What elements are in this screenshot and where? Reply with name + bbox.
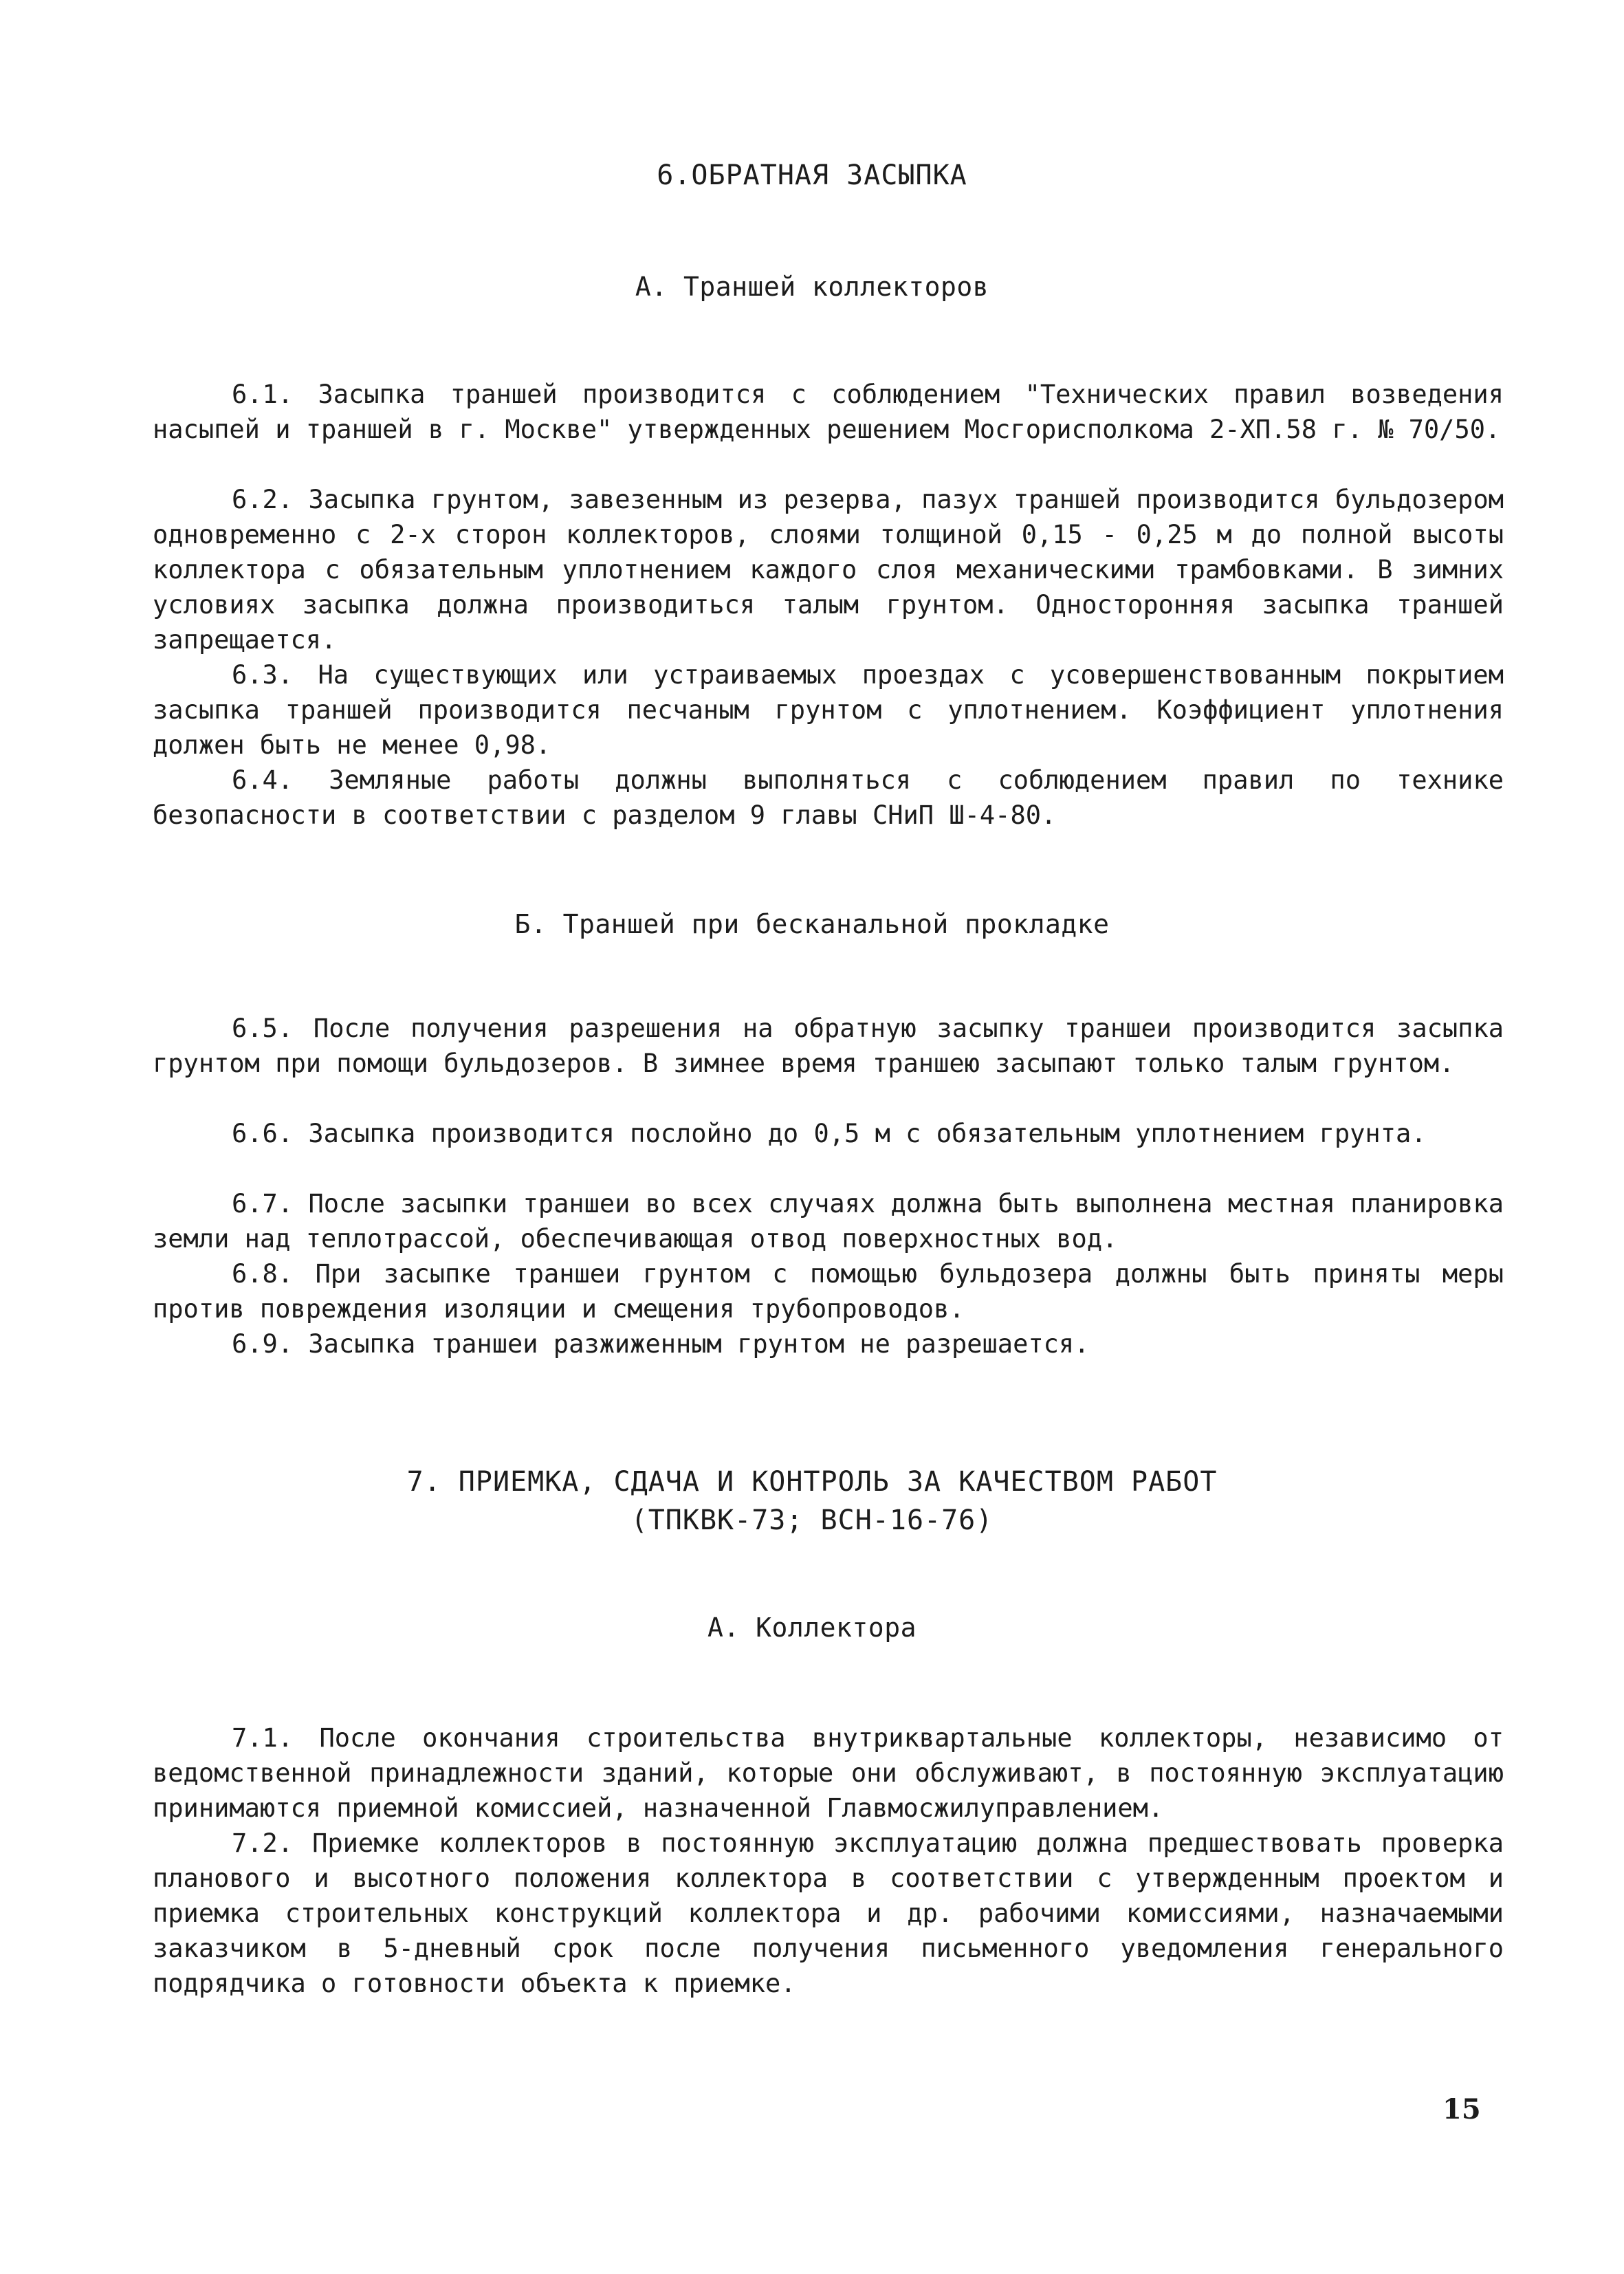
paragraph-6-7: 6.7. После засыпки траншеи во всех случаях должна быть выполнена местная планировка земли над теплотрассой, обеспечивающая отвод поверхностных вод.: [153, 1189, 1504, 1254]
paragraph-7-1: 7.1. После окончания строительства внутриквартальные коллекторы, независимо от ведомственной принадлежности зданий, которые они обслуживают, в постоянную эксплуатацию принимаются приемной комиссией, назначенной Главмосжилуправлением.: [153, 1723, 1504, 1823]
paragraph-6-3: 6.3. На существующих или устраиваемых проездах с усовершенствованным покрытием засыпка траншей производится песчаным грунтом с уплотнением. Коэффициент уплотнения должен быть не менее 0,98.: [153, 660, 1504, 760]
section-7-title-codes: (ТПКВК-73; ВСН-16-76): [630, 1505, 994, 1536]
paragraph-6-5: 6.5. После получения разрешения на обратную засыпку траншеи производится засыпка грунтом при помощи бульдозеров. В зимнее время траншею засыпают только талым грунтом.: [153, 1014, 1504, 1078]
paragraph-6-4: 6.4. Земляные работы должны выполняться с соблюдением правил по технике безопасности в соответствии с разделом 9 главы СНиП Ш-4-80.: [153, 765, 1504, 830]
section-7-title: 7. ПРИЕМКА, СДАЧА И КОНТРОЛЬ ЗА КАЧЕСТВОМ РАБОТ: [406, 1466, 1218, 1498]
paragraph-7-2: 7.2. Приемке коллекторов в постоянную эксплуатацию должна предшествовать проверка планового и высотного положения коллектора в соответствии с утвержденным проектом и приемка строительных конструкций коллектора и др. рабочими комиссиями, назначаемыми заказчиком в 5-дневный срок после получения письменного уведомления генерального подрядчика о готовности объекта к приемке.: [153, 1828, 1504, 1998]
section-6-subsection-b: Б. Траншей при бесканальной прокладке: [514, 909, 1110, 939]
page-number: 15: [1442, 2093, 1481, 2125]
paragraph-6-6: 6.6. Засыпка производится послойно до 0,5 м с обязательным уплотнением грунта.: [232, 1119, 1427, 1148]
section-7-subsection-a: А. Коллектора: [707, 1612, 917, 1643]
section-6-subsection-a: А. Траншей коллекторов: [635, 272, 989, 302]
paragraph-6-1: 6.1. Засыпка траншей производится с соблюдением "Технических правил возведения насыпей и траншей в г. Москве" утвержденных решением Мосгорисполкома 2-ХП.58 г. № 70/50.: [153, 380, 1504, 444]
paragraph-6-2: 6.2. Засыпка грунтом, завезенным из резерва, пазух траншей производится бульдозером одновременно с 2-х сторон коллекторов, слоями толщиной 0,15 - 0,25 м до полной высоты коллектора с обязательным уплотнением каждого слоя механическими трамбовками. В зимних условиях засыпка должна производиться талым грунтом. Односторонняя засыпка траншей запрещается.: [153, 485, 1504, 655]
paragraph-6-9: 6.9. Засыпка траншеи разжиженным грунтом не разрешается.: [232, 1329, 1090, 1359]
paragraph-6-8: 6.8. При засыпке траншеи грунтом с помощью бульдозера должны быть приняты меры против повреждения изоляции и смещения трубопроводов.: [153, 1259, 1504, 1324]
section-6-title: 6.ОБРАТНАЯ ЗАСЫПКА: [657, 160, 967, 191]
